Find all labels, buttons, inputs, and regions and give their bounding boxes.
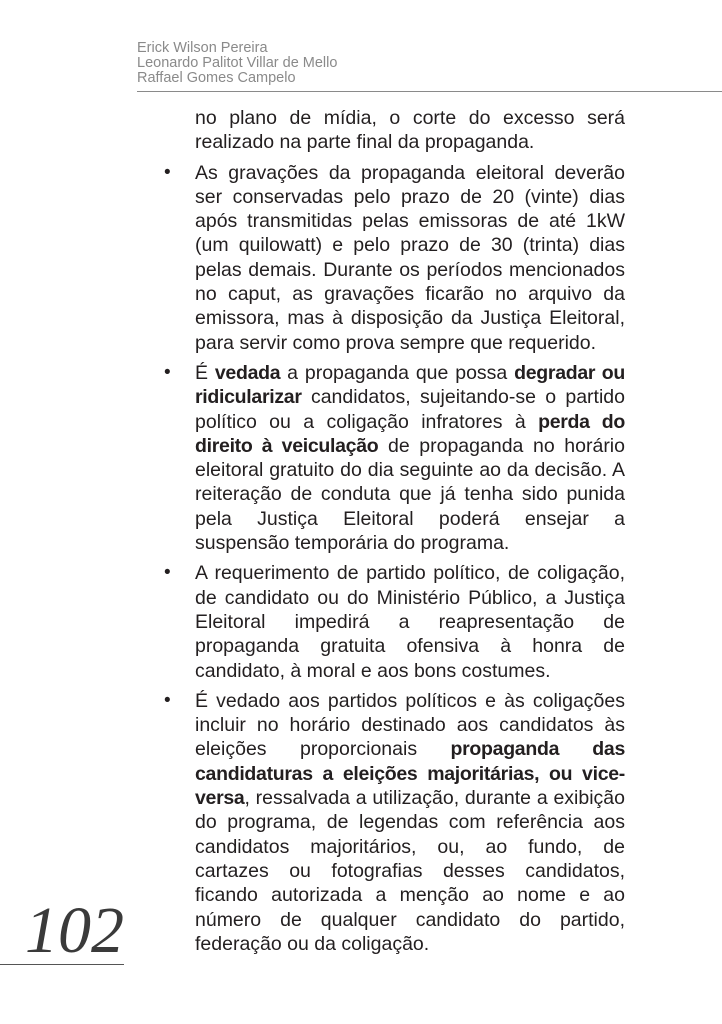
emphasis: vedada	[214, 361, 281, 384]
author-name: Leonardo Palitot Villar de Mello	[137, 55, 338, 71]
list-item: • A requerimento de partido político, de coligação, de candidato ou do Ministério Público, a Justiça Eleitoral impedirá a reapresentação de propaganda gratuita ofensiva à honra de candidato, à moral e aos bons costumes.	[164, 562, 625, 682]
bullet-icon: •	[164, 361, 171, 383]
author-name: Raffael Gomes Campelo	[137, 70, 296, 86]
page-body	[164, 106, 625, 962]
paragraph-continuation: no plano de mídia, o corte do excesso será realizado na parte final da propaganda.	[195, 107, 625, 154]
bullet-icon: •	[164, 562, 171, 584]
header-divider	[137, 91, 722, 92]
emphasis: perda do direito à veiculação	[195, 410, 625, 457]
emphasis: propaganda das candidaturas a eleições majoritárias, ou vice-versa	[195, 738, 625, 810]
list-item: • É vedada a propaganda que possa degradar ou ridicularizar candidatos, sujeitando-se o partido político ou a coligação infratores à perda do direito à veiculação de propaganda no horário eleitoral gratuito do dia seguinte ao da decisão. A reiteração de conduta que já tenha sido punida pela Justiça Eleitoral poderá ensejar a suspensão temporária do programa.	[164, 361, 625, 555]
running-header	[137, 41, 337, 86]
emphasis: degradar ou ridicularizar	[195, 361, 625, 409]
footer-divider	[0, 964, 124, 965]
bullet-icon: •	[164, 689, 171, 711]
list-item: • É vedado aos partidos políticos e às coligações incluir no horário destinado aos candidatos às eleições proporcionais propaganda das candidaturas a eleições majoritárias, ou vice-versa, ressalvada a utilização, durante a exibição do programa, de legendas com referência aos candidatos majoritários, ou, ao fundo, de cartazes ou fotografias desses candidatos, ficando autorizada a menção ao nome e ao número de qualquer candidato do partido, federação ou da coligação.	[164, 689, 625, 955]
bullet-icon: •	[164, 161, 171, 183]
list-item: • As gravações da propaganda eleitoral deverão ser conservadas pelo prazo de 20 (vinte) dias após transmitidas pelas emissoras de até 1kW (um quilowatt) e pelo prazo de 30 (trinta) dias pelas demais. Durante os períodos mencionados no caput, as gravações ficarão no arquivo da emissora, mas à disposição da Justiça Eleitoral, para servir como prova sempre que requerido.	[164, 161, 625, 354]
author-name: Erick Wilson Pereira	[137, 40, 268, 56]
page-number: 102	[25, 894, 124, 967]
